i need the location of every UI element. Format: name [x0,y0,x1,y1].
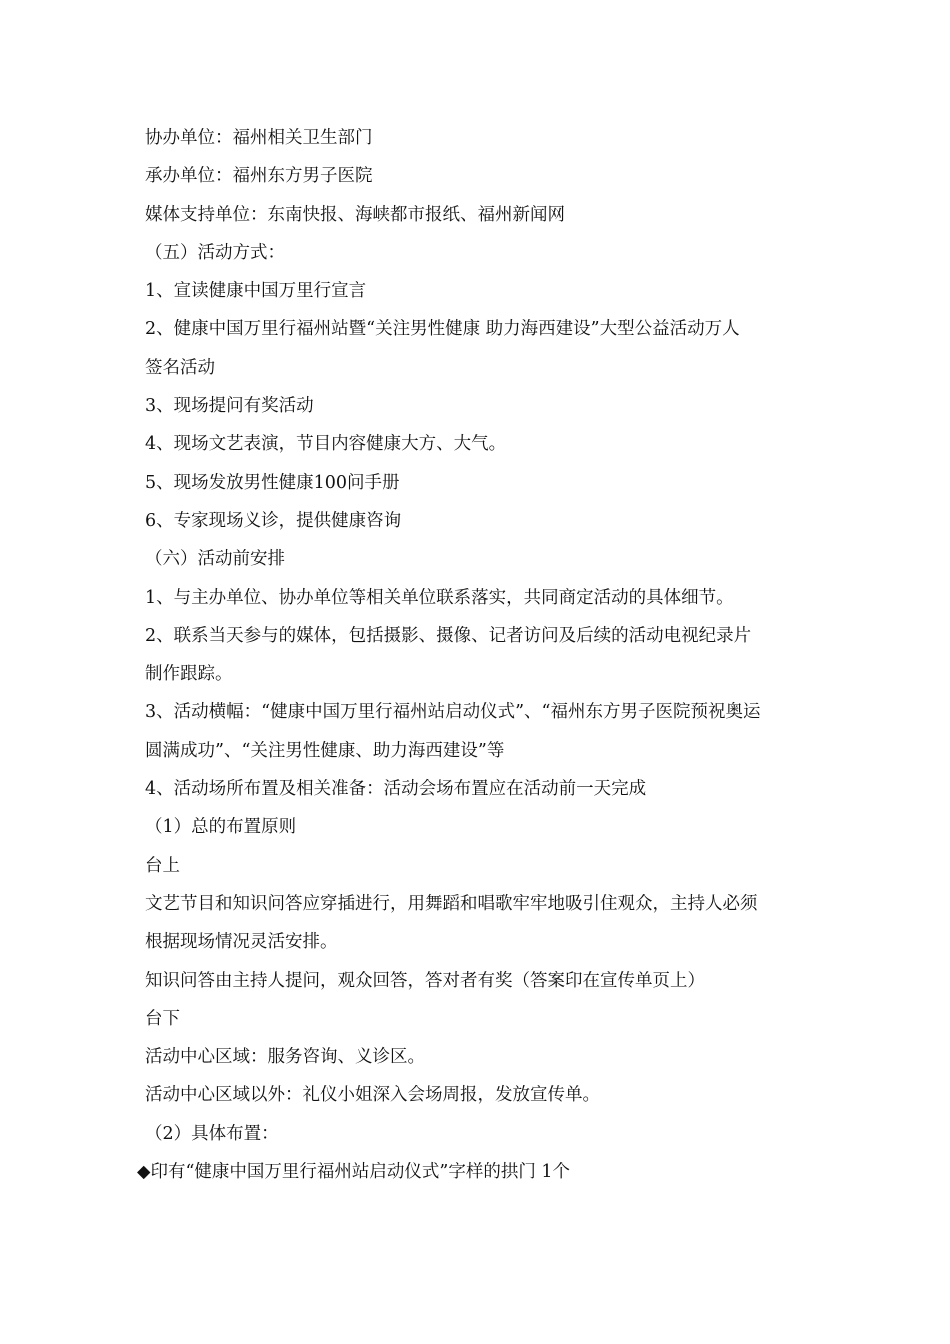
text-line-co-organizer: 协办单位：福州相关卫生部门 [145,128,373,148]
paragraph-line: 活动中心区域：服务咨询、义诊区。 [145,1047,425,1068]
list-item: 4、活动场所布置及相关准备：活动会场布置应在活动前一天完成 [145,779,647,800]
subsection-heading-principles: （1）总的布置原则 [145,817,297,838]
list-item-continuation: 制作跟踪。 [145,664,233,685]
list-item: 3、现场提问有奖活动 [145,396,314,417]
paragraph-line: 知识问答由主持人提问，观众回答，答对者有奖（答案印在宣传单页上） [145,970,705,991]
subheading-off-stage: 台下 [145,1008,180,1029]
section-heading-activity-method: （五）活动方式： [145,242,285,263]
subheading-on-stage: 台上 [145,855,180,876]
list-item: 1、宣读健康中国万里行宣言 [145,281,367,302]
document-body [137,119,825,1191]
list-item: 5、现场发放男性健康100问手册 [145,472,400,493]
paragraph-line: 根据现场情况灵活安排。 [145,932,338,953]
list-item: 6、专家现场义诊，提供健康咨询 [145,510,402,531]
bullet-item-arch: ◆印有“健康中国万里行福州站启动仪式”字样的拱门 1个 [137,1162,571,1183]
text-line-media-support: 媒体支持单位：东南快报、海峡都市报纸、福州新闻网 [145,204,565,225]
list-item: 2、健康中国万里行福州站暨“关注男性健康 助力海西建设”大型公益活动万人 [145,319,740,340]
list-item-continuation: 签名活动 [145,357,215,378]
list-item: 1、与主办单位、协办单位等相关单位联系落实，共同商定活动的具体细节。 [145,587,734,608]
paragraph-line: 文艺节目和知识问答应穿插进行，用舞蹈和唱歌牢牢地吸引住观众，主持人必须 [145,893,758,914]
list-item: 3、活动横幅：“健康中国万里行福州站启动仪式”、“福州东方男子医院预祝奥运 [145,702,761,723]
list-item: 2、联系当天参与的媒体，包括摄影、摄像、记者访问及后续的活动电视纪录片 [145,625,752,646]
section-heading-pre-activity: （六）活动前安排 [145,549,285,570]
list-item: 4、现场文艺表演，节目内容健康大方、大气。 [145,434,507,455]
list-item-continuation: 圆满成功”、“关注男性健康、助力海西建设”等 [145,740,505,761]
subsection-heading-specific-layout: （2）具体布置： [145,1123,279,1144]
paragraph-line: 活动中心区域以外：礼仪小姐深入会场周报，发放宣传单。 [145,1085,600,1106]
text-line-host: 承办单位：福州东方男子医院 [145,166,373,187]
